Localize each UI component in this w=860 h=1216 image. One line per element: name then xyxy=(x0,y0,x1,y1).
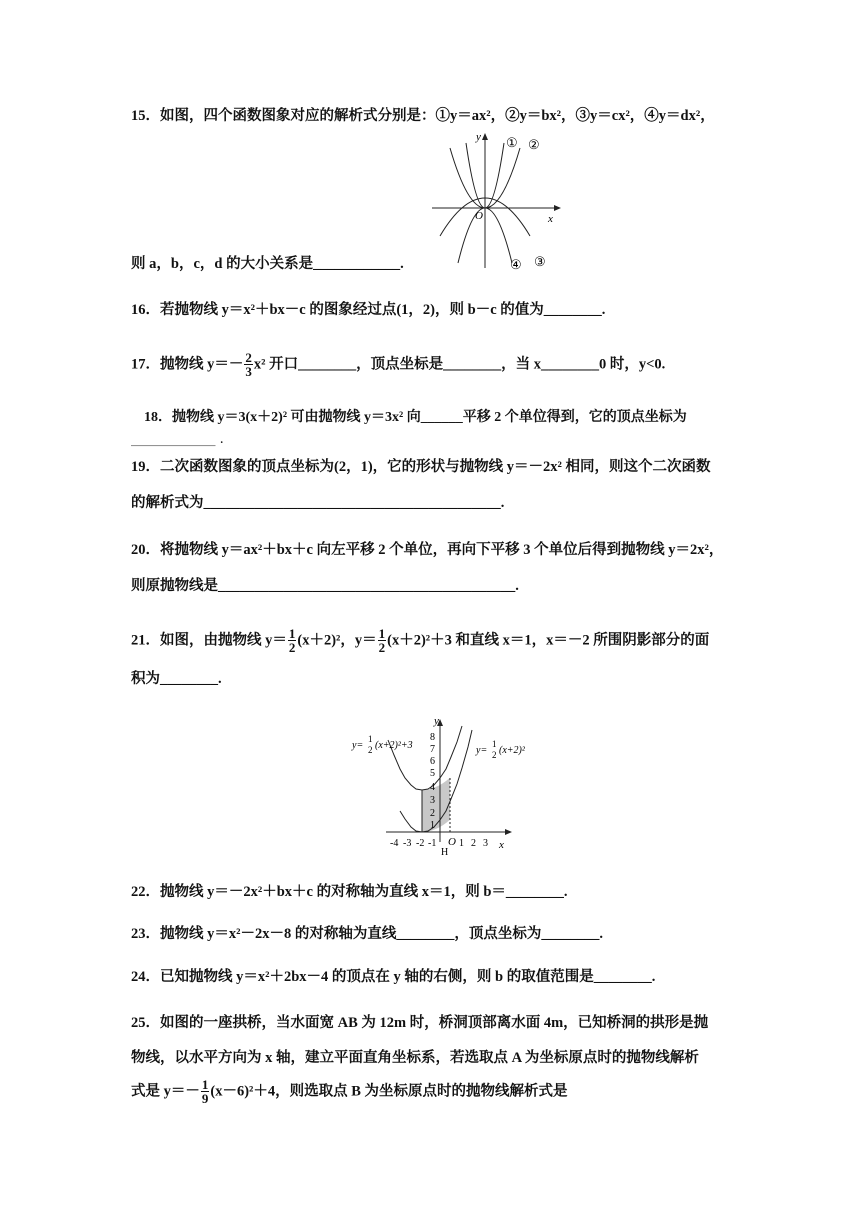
q25-number: 25 xyxy=(131,1015,146,1031)
q21-fraction-2 xyxy=(378,627,387,654)
q17-line xyxy=(131,351,665,378)
q21-xtick-3: 3 xyxy=(483,838,488,849)
q21-left-curve-label-a: y= xyxy=(352,740,364,751)
q21-right-curve-frac-den: 2 xyxy=(492,750,497,760)
q25-post: (x－6)²＋4，则选取点 B 为坐标原点时的抛物线解析式是 xyxy=(210,1083,568,1100)
q21-ytick-1: 1 xyxy=(430,820,435,831)
q20-line2: 则原抛物线是_________________________________________. xyxy=(131,578,519,594)
q25-line2: 物线，以水平方向为 x 轴，建立平面直角坐标系，若选取点 A 为坐标原点时的抛物线解析 xyxy=(131,1050,699,1066)
q15-number: 15 xyxy=(131,108,146,124)
q25-fraction xyxy=(201,1078,210,1105)
q21-origin-label: O xyxy=(448,836,456,848)
q23-text: ．抛物线 y＝x²－2x－8 的对称轴为直线________，顶点坐标为________. xyxy=(145,926,603,942)
q21-shaded-area-graph xyxy=(350,712,550,862)
q21-text-a: ．如图，由抛物线 y＝ xyxy=(145,632,287,649)
q21-ytick-6: 6 xyxy=(430,756,435,767)
q25-line3 xyxy=(131,1078,568,1105)
q21-number: 21 xyxy=(131,632,146,649)
q16-number: 16 xyxy=(131,302,146,318)
q21-fraction-1-num: 1 xyxy=(288,626,296,641)
q15-y-label: y xyxy=(476,131,481,143)
q15-text: ．如图，四个函数图象对应的解析式分别是：①y＝ax²，②y＝bx²，③y＝cx²，④y＝dx²， xyxy=(145,108,715,124)
q21-ytick-4: 4 xyxy=(430,782,435,793)
q21-ytick-5: 5 xyxy=(430,768,435,779)
q20-text: ．将抛物线 y＝ax²＋bx＋c 向左平移 2 个单位，再向下平移 3 个单位后得到抛物线 y＝2x²， xyxy=(145,542,724,558)
q15-origin-label: O xyxy=(475,210,483,222)
q19-text: ．二次函数图象的顶点坐标为(2，1)，它的形状与抛物线 y＝－2x² 相同，则这个二次函数 xyxy=(145,459,711,475)
q20-number: 20 xyxy=(131,542,146,558)
q21-xtick-neg1: -1 xyxy=(428,838,437,849)
q19-line2: 的解析式为_________________________________________. xyxy=(131,495,505,511)
q21-left-curve-frac-den: 2 xyxy=(368,745,373,755)
q21-fraction-2-num: 1 xyxy=(378,626,386,641)
q23-number: 23 xyxy=(131,926,146,942)
q25-text: ．如图的一座拱桥，当水面宽 AB 为 12m 时，桥洞顶部离水面 4m，已知桥洞的拱形是抛 xyxy=(145,1015,709,1031)
q17-fraction-num: 2 xyxy=(245,350,252,365)
q21-right-curve-label-b: (x+2)² xyxy=(499,745,525,756)
q21-left-curve-label-b: (x+2)²+3 xyxy=(375,740,413,751)
q21-line1 xyxy=(131,627,709,654)
q25-fraction-den: 9 xyxy=(201,1091,209,1106)
q15-x-label: x xyxy=(548,213,553,225)
q15-x-arrow xyxy=(554,205,561,211)
q19-line1 xyxy=(131,457,711,477)
q21-fraction-2-den: 2 xyxy=(378,640,386,655)
q21-x-label: x xyxy=(499,839,504,851)
q21-y-label: y xyxy=(434,715,439,727)
q24-text: ．已知抛物线 y＝x²＋2bx－4 的顶点在 y 轴的右侧，则 b 的取值范围是________. xyxy=(145,969,656,985)
q21-fraction-1-den: 2 xyxy=(288,640,296,655)
q21-line2: 积为________. xyxy=(131,671,222,687)
q15-parabola-graph xyxy=(430,128,565,273)
q17-post: x² 开口________，顶点坐标是________，当 x________0 时，y<0. xyxy=(253,356,666,373)
q17-fraction xyxy=(244,351,253,378)
q21-ytick-7: 7 xyxy=(430,744,435,755)
q21-right-curve-frac-num: 1 xyxy=(492,739,497,749)
q21-ytick-3: 3 xyxy=(430,795,435,806)
q21-upper-parabola xyxy=(388,726,462,790)
q21-ytick-8: 8 xyxy=(430,732,435,743)
q15-label-3: ③ xyxy=(534,254,546,269)
q21-right-curve-label-a: y= xyxy=(476,745,488,756)
q21-xtick-1: 1 xyxy=(459,838,464,849)
q23-line xyxy=(131,924,603,944)
q21-fraction-1 xyxy=(288,627,297,654)
q17-fraction-den: 3 xyxy=(245,364,252,379)
q15-line2: 则 a，b，c，d 的大小关系是____________. xyxy=(131,256,404,272)
q21-left-curve-frac-num: 1 xyxy=(368,734,373,744)
q21-ytick-2: 2 xyxy=(430,808,435,819)
q15-label-2: ② xyxy=(528,137,540,152)
q21-x-arrow xyxy=(505,829,512,835)
q18-line2: _____________ . xyxy=(131,432,224,447)
q20-line1 xyxy=(131,540,723,560)
q21-xtick-neg2: -2 xyxy=(416,838,425,849)
q22-text: ．抛物线 y＝－2x²＋bx＋c 的对称轴为直线 x＝1，则 b＝________. xyxy=(145,884,568,900)
q22-number: 22 xyxy=(131,884,146,900)
q18-line1: 18．抛物线 y＝3(x＋2)² 可由抛物线 y＝3x² 向______平移 2 个单位得到，它的顶点坐标为 xyxy=(144,410,687,425)
q22-line xyxy=(131,882,568,902)
q21-xtick-neg4: -4 xyxy=(390,838,399,849)
q21-text-b: (x＋2)²，y＝ xyxy=(297,632,377,649)
q21-xtick-neg3: -3 xyxy=(403,838,412,849)
q15-label-4: ④ xyxy=(510,257,522,272)
q21-shaded-region xyxy=(422,778,450,832)
q25-fraction-num: 1 xyxy=(201,1077,209,1092)
q21-text-c: (x＋2)²＋3 和直线 x＝1，x＝－2 所围阴影部分的面 xyxy=(387,632,710,649)
q25-pre: 式是 y＝－ xyxy=(131,1083,200,1100)
q16-text: ．若抛物线 y＝x²＋bx－c 的图象经过点(1，2)，则 b－c 的值为________. xyxy=(145,302,606,318)
q16-line xyxy=(131,300,605,320)
q24-line xyxy=(131,967,655,987)
q15-label-1: ① xyxy=(506,135,518,150)
q17-pre: ．抛物线 y＝－ xyxy=(145,356,244,373)
q15-y-arrow xyxy=(482,133,488,140)
q19-number: 19 xyxy=(131,459,146,475)
q21-h-label: H xyxy=(441,847,449,858)
q17-number: 17 xyxy=(131,356,146,373)
q24-number: 24 xyxy=(131,969,146,985)
q15-line1 xyxy=(131,106,715,126)
q25-line1 xyxy=(131,1013,708,1033)
q21-xtick-2: 2 xyxy=(471,838,476,849)
